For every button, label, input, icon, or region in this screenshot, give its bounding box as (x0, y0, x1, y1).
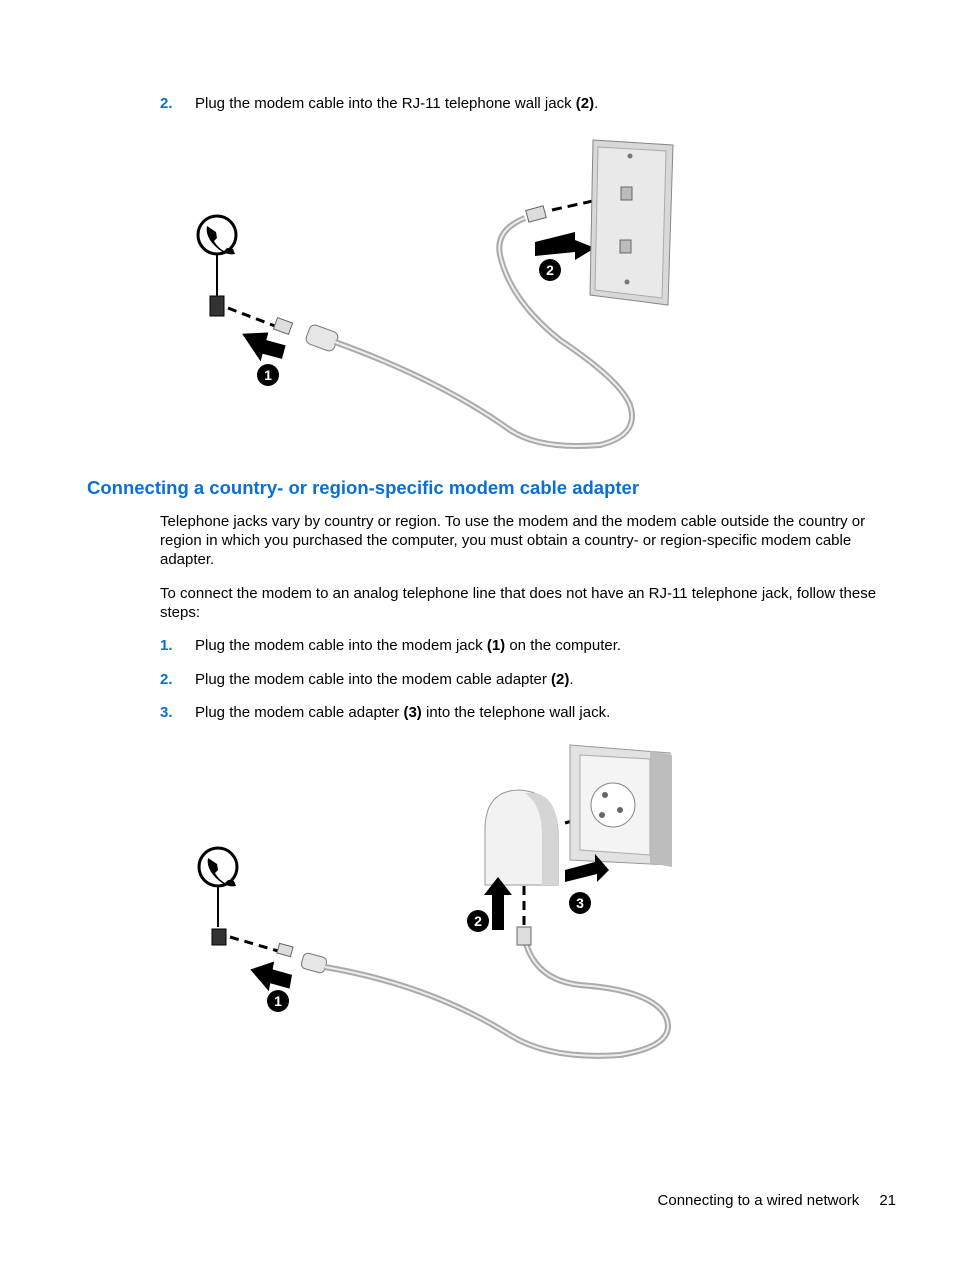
step-text: Plug the modem cable into the modem cable adapter (2). (195, 671, 574, 688)
callout-2: 2 (546, 262, 554, 278)
paragraph: Telephone jacks vary by country or region. To use the modem and the modem cable outside the country or region in which you purchased the computer, you must obtain a country- or region-specific modem cable adapter. (160, 513, 866, 568)
footer-section-title: Connecting to a wired network (657, 1192, 860, 1209)
section-heading: Connecting a country- or region-specific modem cable adapter (87, 477, 640, 498)
rj11-wall-jack-illustration (180, 130, 700, 460)
step-text: Plug the modem cable into the RJ-11 telephone wall jack (2). (195, 95, 599, 112)
page-number: 21 (879, 1192, 896, 1209)
callout-1: 1 (274, 993, 282, 1009)
callout-1: 1 (264, 367, 272, 383)
callout-2: 2 (474, 913, 482, 929)
step-number: 2. (160, 671, 173, 688)
phone-jack-icon (199, 848, 237, 886)
modem-adapter-illustration (180, 735, 700, 1075)
step-number: 3. (160, 704, 173, 721)
callout-3: 3 (576, 895, 584, 911)
step-number: 1. (160, 637, 173, 654)
paragraph: To connect the modem to an analog telephone line that does not have an RJ-11 telephone jack, follow these steps: (160, 585, 877, 621)
phone-jack-icon (198, 216, 236, 254)
computer-modem-jack (212, 929, 226, 945)
step-number: 2. (160, 95, 173, 112)
computer-modem-jack (210, 296, 224, 316)
page-footer (658, 1192, 896, 1209)
step-text: Plug the modem cable adapter (3) into the telephone wall jack. (195, 704, 611, 721)
step-text: Plug the modem cable into the modem jack (1) on the computer. (195, 637, 622, 654)
